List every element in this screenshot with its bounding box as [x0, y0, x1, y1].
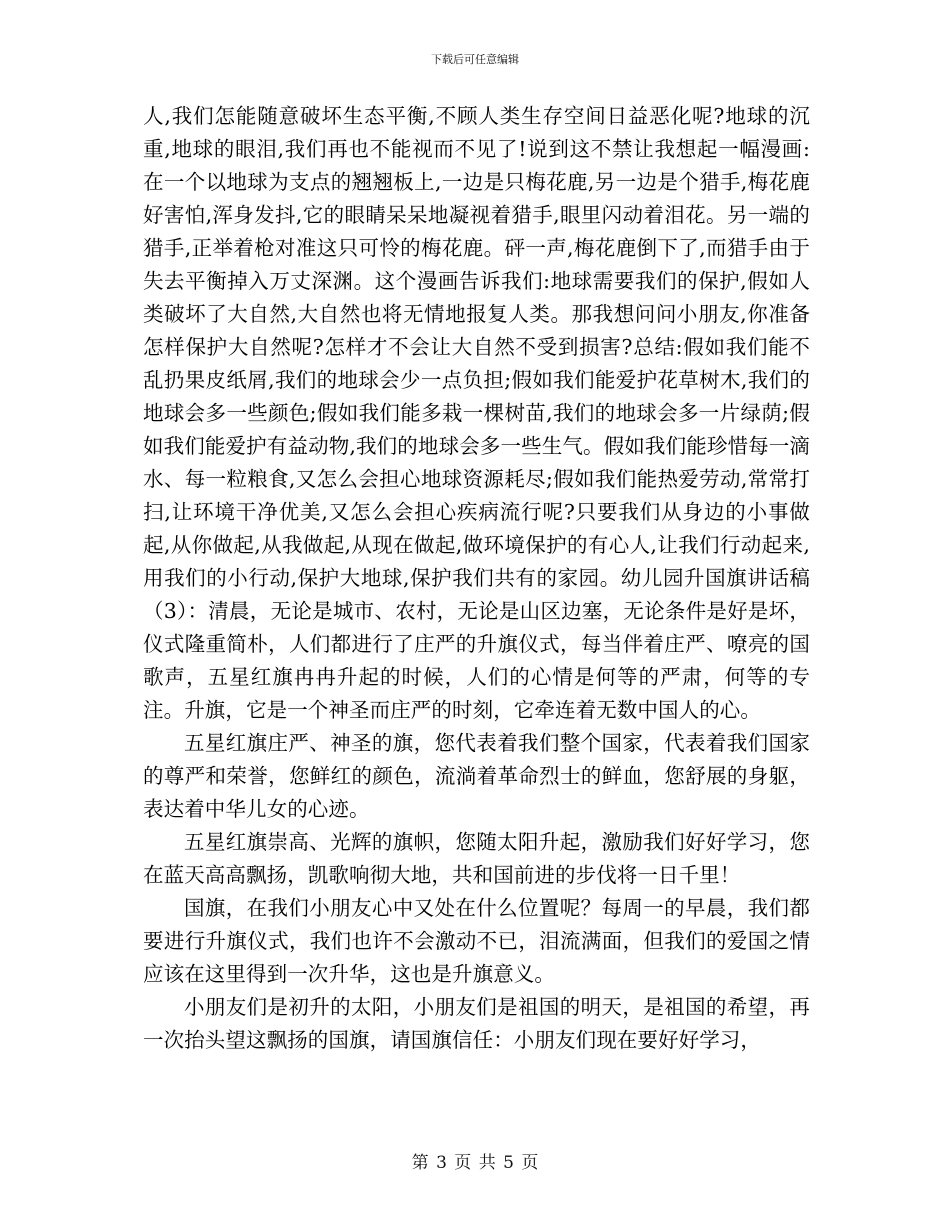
body-paragraph: 小朋友们是初升的太阳，小朋友们是祖国的明天，是祖国的希望，再一次抬头望这飘扬的国旗，请国旗信任：小朋友们现在要好好学习，: [143, 995, 810, 1052]
body-paragraph: 五星红旗崇高、光辉的旗帜，您随太阳升起，激励我们好好学习，您在蓝天高高飘扬，凯歌响彻大地，共和国前进的步伐将一日千里！: [143, 830, 810, 887]
body-paragraph: 五星红旗庄严、神圣的旗，您代表着我们整个国家，代表着我们国家的尊严和荣誉，您鲜红的颜色，流淌着革命烈士的鲜血，您舒展的身躯，表达着中华儿女的心迹。: [143, 731, 810, 821]
page-number-footer: 第 3 页 共 5 页: [411, 1153, 539, 1173]
body-paragraph: 人,我们怎能随意破坏生态平衡,不顾人类生存空间日益恶化呢?地球的沉重,地球的眼泪,我们再也不能视而不见了!说到这不禁让我想起一幅漫画:在一个以地球为支点的翘翘板上,一边是只梅花鹿,另一边是个猎手,梅花鹿好害怕,浑身发抖,它的眼睛呆呆地凝视着猎手,眼里闪动着泪花。另一端的猎手,正举着枪对准这只可怜的梅花鹿。砰一声,梅花鹿倒下了,而猎手由于失去平衡掉入万丈深渊。这个漫画告诉我们:地球需要我们的保护,假如人类破坏了大自然,大自然也将无情地报复人类。那我想问问小朋友,你准备怎样保护大自然呢?怎样才不会让大自然不受到损害?总结:假如我们能不乱扔果皮纸屑,我们的地球会少一点负担;假如我们能爱护花草树木,我们的地球会多一些颜色;假如我们能多栽一棵树苗,我们的地球会多一片绿荫;假如我们能爱护有益动物,我们的地球会多一些生气。假如我们能珍惜每一滴水、每一粒粮食,又怎么会担心地球资源耗尽;假如我们能热爱劳动,常常打扫,让环境干净优美,又怎么会担心疾病流行呢?只要我们从身边的小事做起,从你做起,从我做起,从现在做起,做环境保护的有心人,让我们行动起来,用我们的小行动,保护大地球,保护我们共有的家园。幼儿园升国旗讲话稿（3）：清晨，无论是城市、农村，无论是山区边塞，无论条件是好是坏，仪式隆重简朴，人们都进行了庄严的升旗仪式，每当伴着庄严、嘹亮的国歌声，五星红旗冉冉升起的时候，人们的心情是何等的严肃，何等的专注。升旗，它是一个神圣而庄严的时刻，它牵连着无数中国人的心。: [143, 104, 810, 722]
page-header: 下载后可任意编辑: [431, 53, 519, 66]
page-body: [143, 100, 810, 1057]
body-paragraph: 国旗，在我们小朋友心中又处在什么位置呢？每周一的早晨，我们都要进行升旗仪式，我们也许不会激动不已，泪流满面，但我们的爱国之情应该在这里得到一次升华，这也是升旗意义。: [143, 896, 810, 986]
